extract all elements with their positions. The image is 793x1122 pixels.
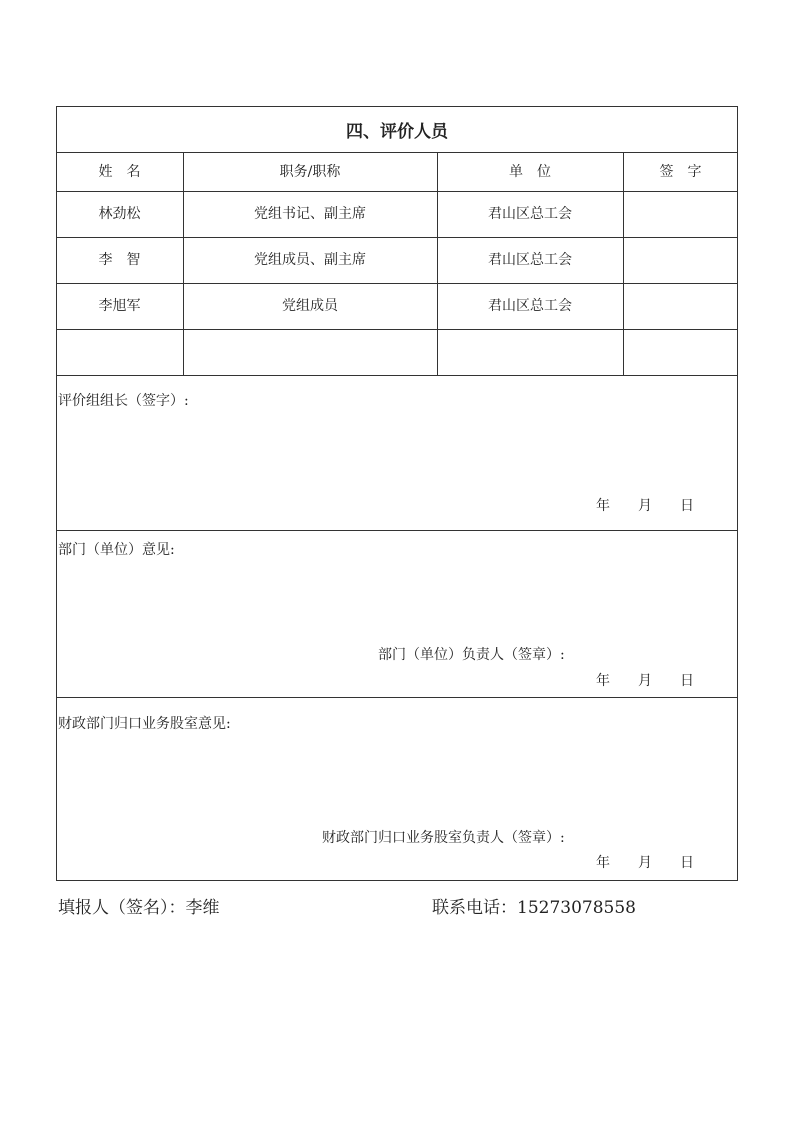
divider xyxy=(56,329,738,330)
divider xyxy=(56,283,738,284)
leader-label: 评价组组长（签字）: xyxy=(58,393,189,409)
cell-name: 李旭军 xyxy=(98,298,141,314)
section-title: 四、评价人员 xyxy=(346,122,448,142)
divider xyxy=(56,697,738,698)
divider xyxy=(56,375,738,376)
header-unit: 单 位 xyxy=(509,164,551,180)
dept-label: 部门（单位）意见: xyxy=(58,542,175,558)
cell-title: 党组成员、副主席 xyxy=(254,252,366,268)
finance-sign: 财政部门归口业务股室负责人（签章）: xyxy=(322,830,565,846)
cell-title: 党组书记、副主席 xyxy=(254,206,366,222)
divider xyxy=(623,152,624,375)
divider xyxy=(56,152,738,153)
leader-date: 年 月 日 xyxy=(596,498,694,514)
finance-date: 年 月 日 xyxy=(596,855,694,871)
cell-name: 林劲松 xyxy=(98,206,141,222)
dept-date: 年 月 日 xyxy=(596,673,694,689)
cell-unit: 君山区总工会 xyxy=(488,298,572,314)
header-title: 职务/职称 xyxy=(279,164,341,180)
header-name: 姓 名 xyxy=(98,164,141,180)
divider xyxy=(56,530,738,531)
finance-label: 财政部门归口业务股室意见: xyxy=(58,716,231,732)
header-signature: 签 字 xyxy=(659,164,702,180)
cell-title: 党组成员 xyxy=(282,298,338,314)
cell-unit: 君山区总工会 xyxy=(488,206,572,222)
dept-sign: 部门（单位）负责人（签章）: xyxy=(378,647,565,663)
divider xyxy=(56,191,738,192)
cell-unit: 君山区总工会 xyxy=(488,252,572,268)
divider xyxy=(56,237,738,238)
reporter: 填报人（签名）：李维 xyxy=(58,898,220,918)
cell-name: 李 智 xyxy=(98,252,141,268)
contact-phone: 联系电话：15273078558 xyxy=(432,898,636,918)
